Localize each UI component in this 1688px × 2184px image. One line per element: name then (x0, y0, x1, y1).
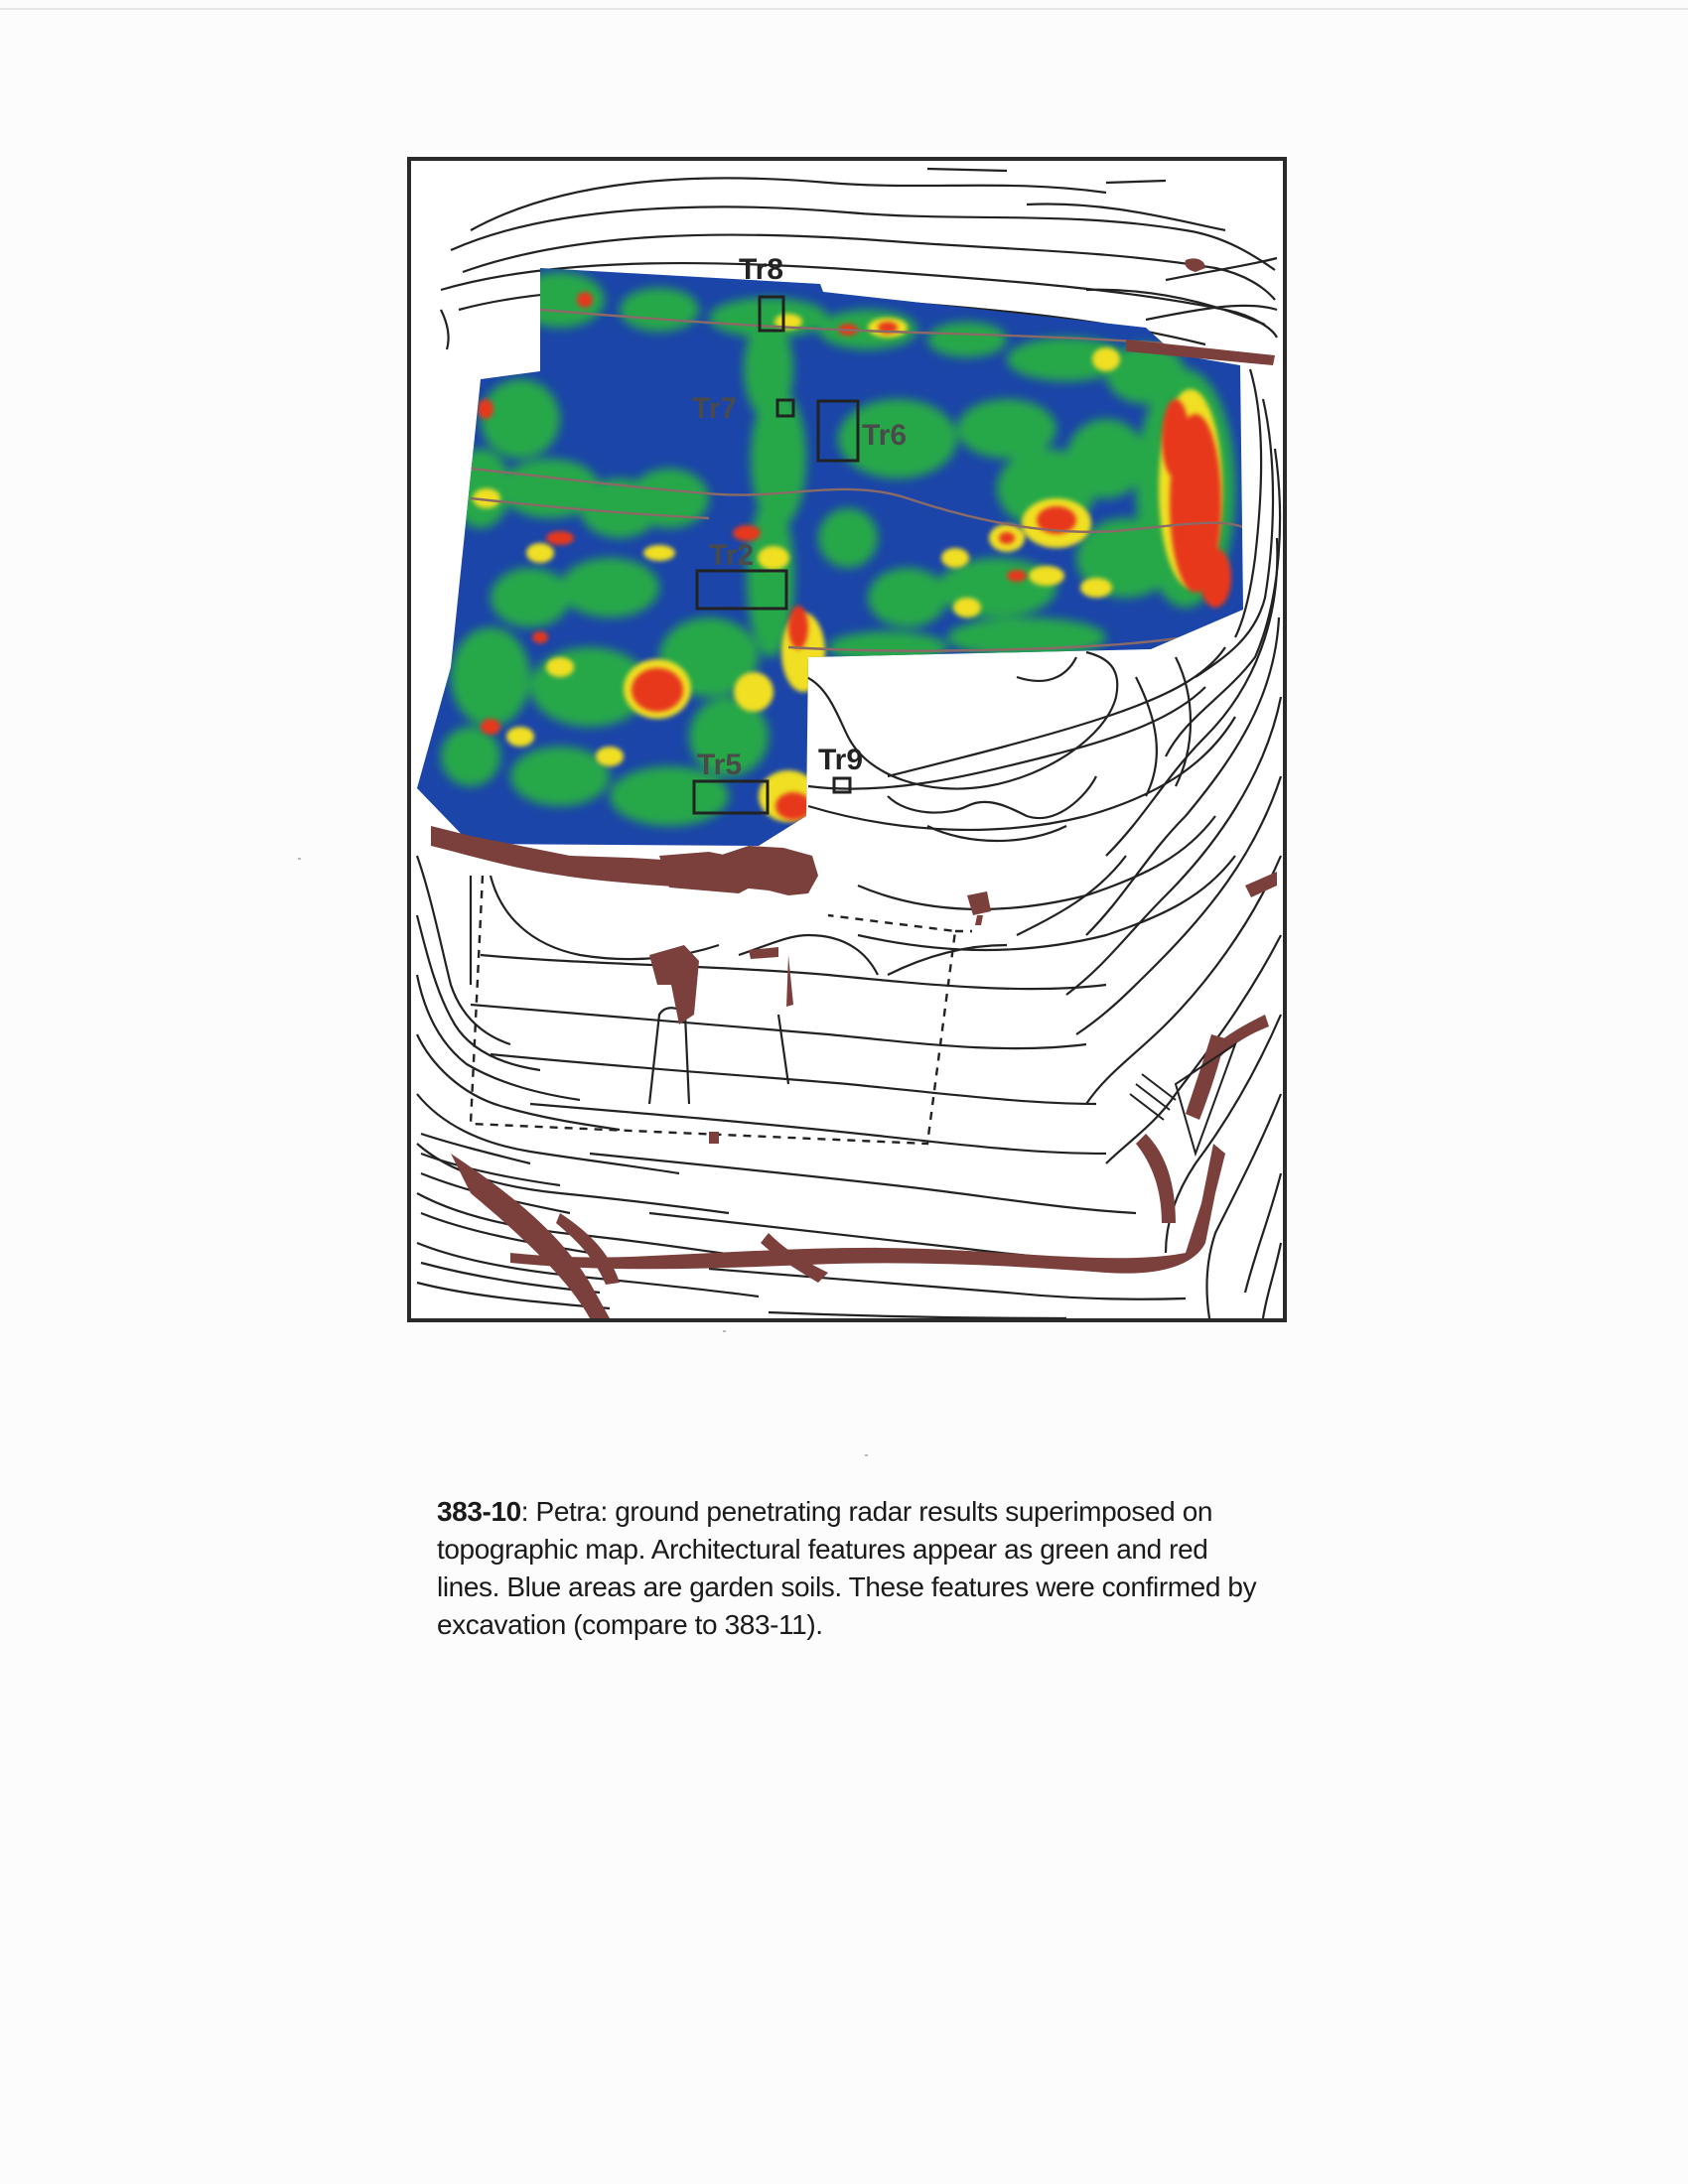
scan-speck (865, 1454, 868, 1456)
gpr-map-svg (411, 161, 1283, 1318)
scan-speck (723, 1330, 726, 1332)
building-dashed-outline (471, 876, 972, 1144)
caption-id: 383-10 (437, 1496, 521, 1527)
page-top-rule (0, 8, 1688, 10)
scan-speck (298, 858, 301, 860)
contour-lines-tr9-area (806, 652, 1191, 841)
trench-label-tr9: Tr9 (818, 744, 864, 776)
trench-label-tr2: Tr2 (709, 539, 755, 572)
gpr-figure (407, 157, 1287, 1322)
trench-tr9-outline (834, 778, 850, 792)
figure-caption (437, 1493, 1261, 1644)
trench-label-tr6: Tr6 (862, 419, 908, 452)
trench-label-tr8: Tr8 (739, 253, 784, 286)
caption-text: : Petra: ground penetrating radar results superimposed on topographic map. Architectural features appear as green and red lines. Blue areas are garden soils. These features were confirmed by excavation (compare to 383-11). (437, 1496, 1257, 1640)
trench-label-tr7: Tr7 (692, 392, 738, 425)
trench-label-tr5: Tr5 (697, 749, 743, 781)
